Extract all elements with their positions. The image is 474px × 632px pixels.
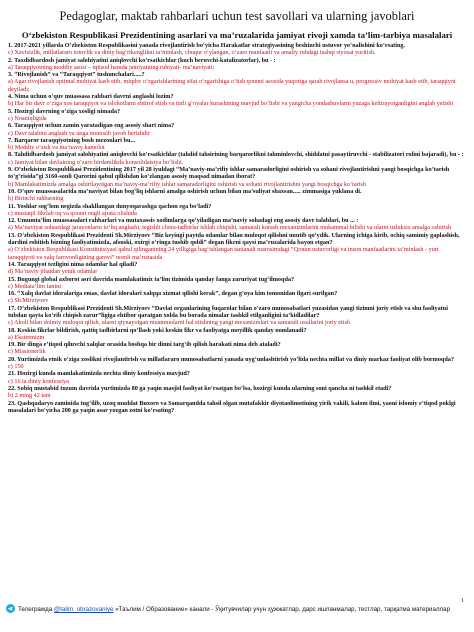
answer-text: a) Ekstremizm (8, 333, 45, 341)
question-text: 17. O‘zbekiston Respublikasi Prezidenti Sh.Mirziyoev “Davlat organlarining fuqarolar bilan o‘zaro munosabatlari yuzasidan yangi tizimni joriy etish va shu faoliyatni tubdan qayta ko‘rib chiqish zarur”ligiga ehtibor qaratgan xolda bu borada nimalar tashkil etilganligini ta’kidladilar? (8, 304, 448, 319)
question-text: 23. Qashqadaryo zaminida tug‘ilib, uzoq muddat Buxoro va Samarqandda tahsil olgan mutafakkir diyotaolimotining yirik vakili, kalom ilmi, yaoni islomiy e’tiqod poklgi masalalari bo‘yicha 200 ga yaqin asar yozgan zotni ko‘rsating? (8, 399, 456, 414)
telegram-channel-link[interactable]: @talim_obrazovaniye (53, 606, 114, 613)
answer-text: a) Taraqqiyotning moddiy asosi – iqtisod hamda jamiyatning ruhiyati- ma’naviyati; (8, 63, 215, 71)
answer-text: b) Har bir davr o‘ziga xos taraqqiyot va islohotlarni ehtirof etish va turli g‘oyalar kurashining mavjud bo‘lishi va yangicha yondashuvlarni yuzaga keltirayotganligini anglab yetishi (8, 100, 454, 108)
answer-text: c) Jamiyat bilan davlatning o‘zaro birdamlikda konsolidatsiya bo‘lishi. (8, 158, 184, 166)
question-item (8, 341, 466, 356)
question-text: 4. Nima uchun o‘quv muassasa rahbari davrni anglashi lozim? (8, 93, 174, 101)
question-item (8, 232, 466, 261)
question-item (8, 400, 466, 415)
answer-text: d) Ma’naviy jihatdan yetuk odamlar (8, 268, 98, 276)
question-item (8, 217, 466, 232)
answer-text: c) Mediata’lim fanini (8, 282, 61, 290)
question-text: 20. Yurtimizda etnik o‘ziga xoslikni rivojlantirish va millatlararo munosabatlarni yanada uyg‘unlashtirish yo‘lida nechta millat va diniy markaz faoliyat olib bormoqda? (8, 355, 454, 363)
answer-text: a) Ma’naviyat sohasidagi jarayonlarni to‘liq anglashi, tegishli chora-tadbirlar ishlab chiqishi, samarali kurash mexanizmlarini mukammal bilishi va ularni uzluksiz amalga oshirish (8, 224, 452, 232)
question-item (8, 71, 466, 93)
question-item (8, 57, 466, 72)
question-text: 12. Umumta’lim muassasalari rahbarlari va mutaxassis xodimlarga qo‘yiladigan ma’naviy sohadagi eng asosiy davr talablari, bu ... : (8, 217, 359, 225)
question-item (8, 356, 466, 371)
page-number: 1 (461, 598, 464, 604)
question-item (8, 93, 466, 108)
question-text: 22. Sobiq mustabid tuzum davrida yurtimizda 80 ga yaqin masjid faoliyat ko‘rsatgan bo‘lsa, hozirgi kunda ularning soni qancha ni tashkil etadi? (8, 384, 392, 392)
question-text: 10. O‘quv muassasalarida ma’naviyat bilan bog‘liq ishlarni amalga oshirish uchun bilan ma’suliyat shaxsan..... zimmasiga yuklana di. (8, 187, 362, 195)
question-text: 15. Bugungi global axborot asri davrida mamlakatimiz ta’lim tizimida qanday fanga zaruriyat tug‘ilmoqda? (8, 275, 295, 283)
question-item (8, 203, 466, 218)
footer-description: «Таълим / Образование» канали - Ўқитувчилар учун ҳужжатлар, дарс ишланмалар, тестлар, тарқатма материаллар (115, 606, 451, 613)
answer-text: c) mustaqil fikrlab oq va qorani ongli ajrata olishida (8, 209, 137, 217)
question-item (8, 166, 466, 188)
answer-text: c) Davr talabini anglash va unga munosib javob berishdir (8, 129, 150, 137)
answer-text: b) 2 ming 42 tani (8, 392, 51, 400)
question-list (8, 42, 466, 414)
footer (6, 604, 468, 614)
question-text: 6. Taraqqiyot uchun zamin yaratadigan eng asosiy shart nima? (8, 122, 175, 130)
question-text: 18. Keskin fikrlar bildirish, qattiq tadbirlarni qo‘llash yoki keskin fikr va faoliyatga moyillik qanday nomlanadi? (8, 326, 307, 334)
answer-text: c) Sh.Mirziyoev (8, 297, 49, 305)
question-item (8, 290, 466, 305)
document-title: Pedagoglar, maktab rahbarlari uchun test savollari va ularning javoblari (59, 9, 415, 23)
question-text: 14. Taraqqiyot tezligini nima odamlar hal qiladi? (8, 260, 138, 268)
answer-text: a) O‘zbekiston Respublikasi Konstitutsiyasi qabul qilinganining 24 yilligiga bag‘ishlangan tantanali marosimdagi “Qonun ustuvorligi va inson manfaatlarini ta’minlash - yurt taraqqiyoti va xalq farovonligining garovi” nomli ma’ruzasida (8, 246, 439, 261)
question-item (8, 151, 466, 166)
answer-text: c) 16 ta diniy konfessiya (8, 377, 69, 385)
answer-text: b) Birinchi rahbarning (8, 195, 64, 203)
question-text: 16. “Xalq davlat idoralariga emas, davlat idoralari xalqqa xizmat qilishi kerak”, degan g‘oya kim tomonidan ilgari surilgan? (8, 290, 338, 298)
telegram-icon (6, 604, 15, 613)
answer-text: c) Aholi bilan doimiy muloqot qilish, ularni qiynayotgan muammolarni hal etishning yangi mexanizmlari va samarali usullarini joriy etish (8, 319, 350, 327)
question-text: 13. O‘zbekiston Respublikasi Prezidenti Sh.Mirziyoev “Biz keyingi paytda odamlar bilan muloqot qilishni unutib qo‘ydik. Ularning ichiga kirib, ochiq samimiy gaplashish, dardini eshitish bizning faoliyatimizda, afsuski, oxirgi o‘ringa tushib qoldi” degan fikrni qaysi ma’ruzalarida bayon etgan? (8, 231, 460, 247)
answer-text: c) Noaniqligida (8, 114, 47, 122)
question-text: 8. Tahdidbardosh jamiyat salohiyatini aniqlovchi ko‘rsatkichlar (tahdid tahsirining barqarorlikni tahminlovchi, shiddatni pasaytiruvchi - stabilizatori rolini bajaradi), bu - : (8, 151, 464, 159)
question-item (8, 261, 466, 276)
document-subtitle: O‘zbekiston Respublikasi Prezidentining asarlari va ma’ruzalarida jamiyat rivoji xamda ta’lim-tarbiya masalalari (21, 30, 453, 40)
question-item (8, 370, 466, 385)
answer-text: c) Missionerlik (8, 348, 46, 356)
answer-text: c) 150 (8, 363, 24, 371)
question-text: 3. “Rivojlanish” va “Taraqqiyot” tushunchalari.....? (8, 71, 145, 79)
answer-text: b) Moddiy o‘sish va ma’naviy kamolot (8, 144, 105, 152)
question-text: 2. Taxdidbardosh jamiyat salohiyatini aniqlovchi ko‘rsatkichlar (kuch beruvchi-katalizatorlar), bu - : (8, 56, 276, 64)
question-item (8, 305, 466, 327)
question-item (8, 188, 466, 203)
question-text: 21. Hozirgi kunda mamlakatimizda nechta diniy konfessiya mavjud? (8, 370, 190, 378)
question-item (8, 276, 466, 291)
question-item (8, 122, 466, 137)
answer-text: c) Xavfsizlik, millatlararo totuvlik va diniy bag‘rikenglikni ta’minlash, chuqur o‘ylangan, o‘zaro manfaatli va amaliy ruhdagi tashqi siyosat yuritish. (8, 49, 376, 57)
question-text: 11. Yoshlar sog‘lom negizda shakllangan dunyoqarashga qachon ega bo‘ladi? (8, 202, 212, 210)
question-item (8, 385, 466, 400)
question-text: 7. Barqaror taraqqiyotning bosh mezonlari bu... (8, 136, 136, 144)
question-text: 1. 2017-2021 yillarda O‘zbekiston Respublikasini yanada rivojlantirish bo‘yicha Harakatlar strategiyasining beshinchi ustuvor yo‘nalishini ko‘rsating. (8, 42, 406, 49)
question-item (8, 137, 466, 152)
question-item (8, 327, 466, 342)
footer-prefix: Телеграмда (18, 606, 53, 613)
question-text: 19. Bir dinga e’tiqod qiluvchi xalqlar orasida boshqa bir dinni targ‘ib qilish harakati nima deb ataladi? (8, 341, 281, 349)
question-item (8, 108, 466, 123)
question-item (8, 42, 466, 57)
answer-text: a) Agar rivojlanish optimal mohiyat kasb etib, miqdor o‘zgarishlarining sifat o‘zgarishiga o‘tish qonuni asosida yuqoriga qarab rivojlansa u, progressiv mohiyat kasb etib, taraqqiyot deyiladi; (8, 78, 456, 93)
question-text: 9. O‘zbekiston Respublikasi Prezidentining 2017 yil 28 iyuldagi “Ma’naviy-ma’rifiy ishlar samaradorligini oshirish va sohani rivojlantirishni yangi bosqichga ko‘tarish to‘g‘risida”gi 3160-sonli Qarorini qabul qilishdan ko‘zlangan asosiy maqsad nimadan iborat? (8, 166, 450, 181)
answer-text: b) Mamlakatimizda amalga oshirilayotgan ma’naviy-ma’rifiy ishlar samaradorligini oshirish va sohani rivojlantirishni yangi bosqichga ko‘tarish (8, 180, 366, 188)
question-text: 5. Hozirgi davrning o‘ziga xosligi nimada? (8, 107, 121, 115)
